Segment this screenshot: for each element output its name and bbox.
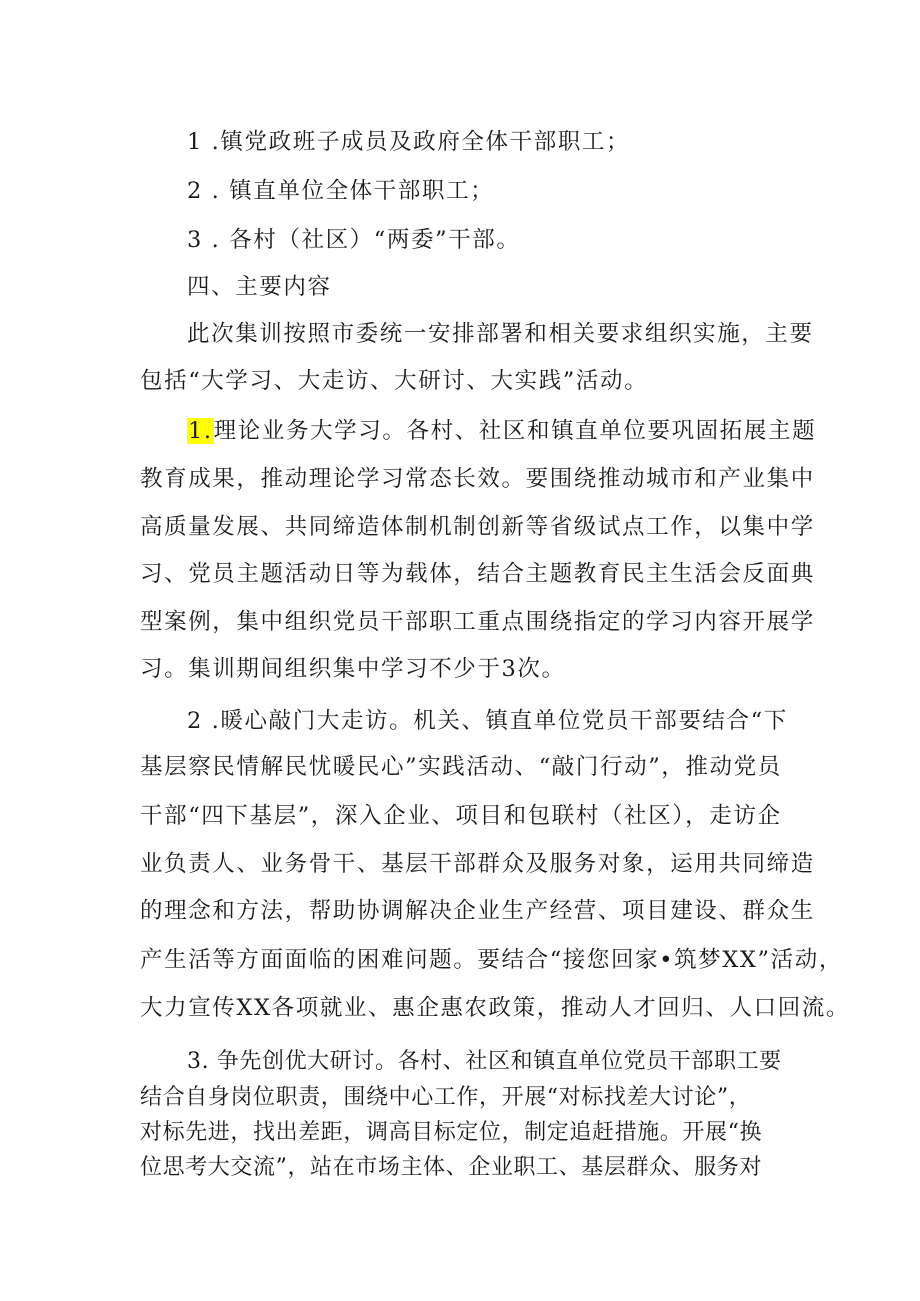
list-item-2: 2 . 镇直单位全体干部职工； (187, 178, 495, 204)
paragraph-1-line-5: 型案例，集中组织党员干部职工重点围绕指定的学习内容开展学 (140, 609, 815, 635)
paragraph-2-line-4: 业负责人、业务骨干、基层干部群众及服务对象，运用共同缔造 (140, 851, 815, 877)
paragraph-3-line-4: 位思考大交流”，站在市场主体、企业职工、基层群众、服务对 (140, 1155, 763, 1180)
paragraph-2-line-1: 2 .暖心敲门大走访。机关、镇直单位党员干部要结合“下 (187, 708, 788, 734)
paragraph-2-line-7: 大力宣传XX各项就业、惠企惠农政策，推动人才回归、人口回流。 (140, 995, 851, 1021)
list-item-3: 3 . 各村（社区）“两委”干部。 (187, 227, 521, 253)
paragraph-1-line-1-text: 理论业务大学习。各村、社区和镇直单位要巩固拓展主题 (213, 418, 817, 444)
intro-line-1: 此次集训按照市委统一安排部署和相关要求组织实施，主要 (187, 321, 814, 347)
paragraph-2-line-3: 干部“四下基层”，深入企业、项目和包联村（社区），走访企 (140, 803, 782, 829)
paragraph-3-line-1: 3. 争先创优大研讨。各村、社区和镇直单位党员干部职工要 (187, 1049, 782, 1074)
paragraph-1-line-3: 高质量发展、共同缔造体制机制创新等省级试点工作，以集中学 (140, 514, 815, 540)
list-item-1: 1 .镇党政班子成员及政府全体干部职工； (187, 129, 631, 155)
paragraph-1-line-6: 习。集训期间组织集中学习不少于3次。 (140, 656, 566, 682)
paragraph-2-line-5: 的理念和方法，帮助协调解决企业生产经营、项目建设、群众生 (140, 898, 815, 924)
paragraph-3-line-3: 对标先进，找出差距，调高目标定位，制定追赶措施。开展“换 (140, 1120, 763, 1145)
paragraph-1-line-4: 习、党员主题活动日等为载体，结合主题教育民主生活会反面典 (140, 561, 815, 587)
highlighted-number: 1. (188, 418, 213, 444)
intro-line-2: 包括“大学习、大走访、大研讨、大实践”活动。 (140, 368, 649, 394)
paragraph-1-first-line (187, 420, 816, 443)
paragraph-2-line-6: 产生活等方面面临的困难问题。要结合“接您回家•筑梦XX”活动， (140, 947, 843, 973)
paragraph-2-line-2: 基层察民情解民忧暖民心”实践活动、“敲门行动”，推动党员 (140, 754, 782, 780)
section-heading: 四、主要内容 (187, 274, 332, 300)
paragraph-3-line-2: 结合自身岗位职责，围绕中心工作，开展“对标找差大讨论”， (140, 1085, 752, 1110)
paragraph-1-line-2: 教育成果，推动理论学习常态长效。要围绕推动城市和产业集中 (140, 466, 815, 492)
